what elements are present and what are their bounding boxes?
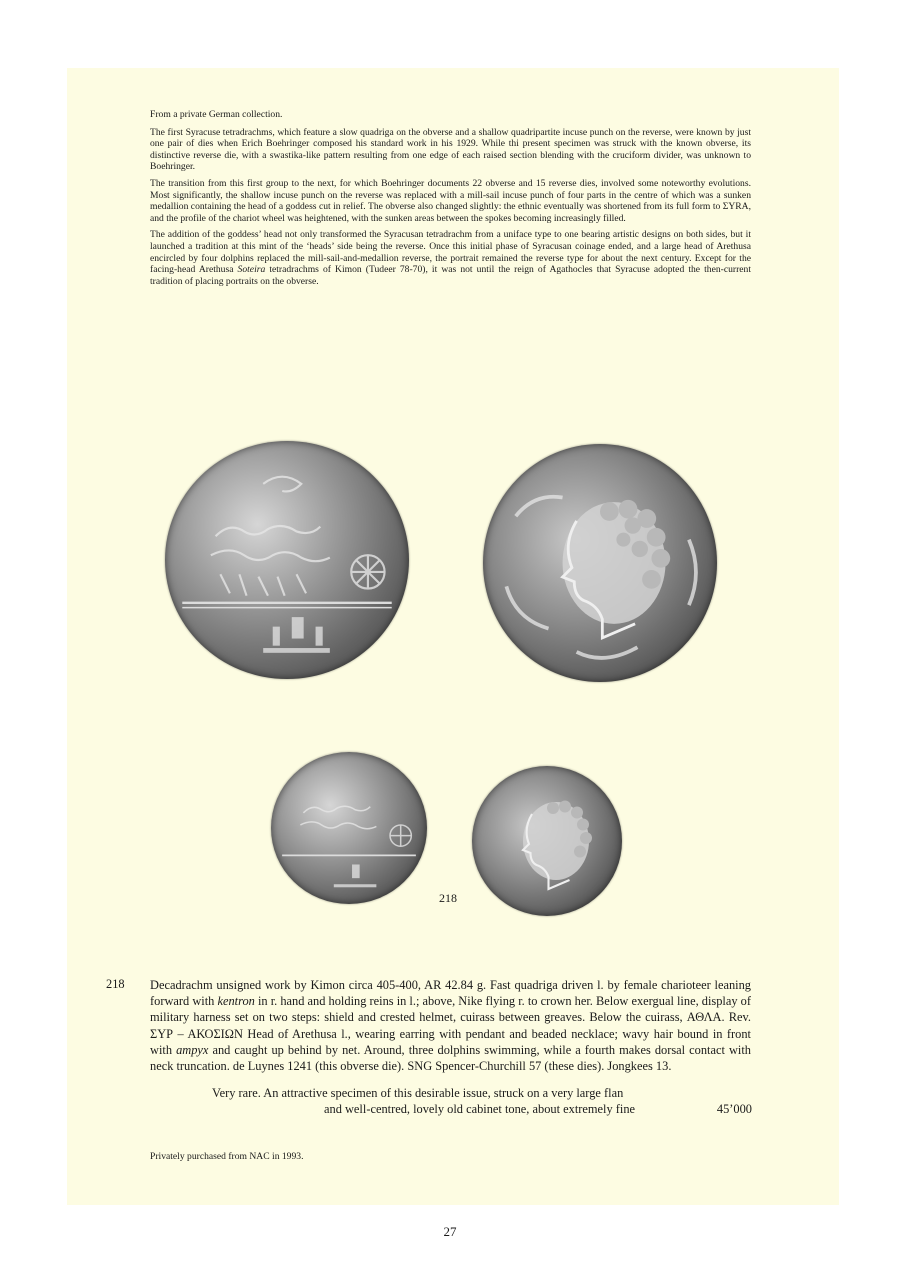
grade-line-2: and well-centred, lovely old cabinet tone, about extremely fine: [324, 1102, 636, 1116]
intro-text: [150, 109, 751, 292]
plate-number: 218: [439, 891, 457, 905]
coin-obverse-actual-size: [271, 752, 427, 904]
page-number: 27: [443, 1224, 457, 1239]
intro-paragraph-2: The first Syracuse tetradrachms, which feature a slow quadriga on the obverse and a shallow quadripartite incuse punch on the reverse, were known by just one pair of dies when Erich Boehringer composed his standard work in his 1929. While thi present specimen was struck with the known obverse, its distinctive reverse die, with a swastika-like pattern resulting from one edge of each raised section blending with the cruciform divider, was unknown to Boehringer.: [150, 126, 751, 173]
provenance-note: Privately purchased from NAC in 1993.: [150, 1151, 304, 1162]
intro-paragraph-3: The transition from this first group to the next, for which Boehringer documents 22 obverse and 15 reverse dies, involved some noteworthy evolutions. Most significantly, the shallow incuse punch on the reverse was replaced with a mill-sail incuse punch of four parts in the centre of which was a sunken medallion containing the head of a goddess cut in relief. The obverse also changed slightly: the ethnic eventually was shortened from its full form to ΣYRA, and the profile of the chariot wheel was heightened, with the sunken areas between the spokes becoming increasingly filled.: [150, 177, 751, 224]
arethusa-head-image: [483, 444, 717, 682]
soteira-italic: Soteira: [237, 264, 266, 276]
intro-paragraph-4: The addition of the goddess’ head not only transformed the Syracusan tetradrachm from a uniface type to one bearing artistic designs on both sides, but it launched a tradition at this mint of the ‘heads’ side being the reverse. Once this initial phase of Syracusan coinage ended, and a large head of Arethusa encircled by four dolphins replaced the mill-sail-and-medallion reverse, the portrait remained the reverse type for about the next century. Except for the facing-head Arethusa Soteira tetradrachms of Kimon (Tudeer 78-70), it was not until the reign of Agathocles that Syracuse adopted the then-current tradition of placing portraits on the obverse.: [150, 229, 751, 287]
intro-paragraph-1: From a private German collection.: [150, 109, 283, 120]
arethusa-head-small-image: [472, 766, 622, 916]
lot-number: 218: [106, 977, 125, 991]
grade-line-1: Very rare. An attractive specimen of this desirable issue, struck on a very large flan: [212, 1086, 624, 1100]
coin-obverse-enlarged: [165, 441, 409, 679]
quadriga-small-image: [271, 752, 427, 904]
ampyx-italic: ampyx: [176, 1042, 209, 1057]
quadriga-image: [165, 441, 409, 679]
lot-estimate: 45’000: [716, 1102, 752, 1116]
coin-reverse-actual-size: [472, 766, 622, 916]
coin-reverse-enlarged: [483, 444, 717, 682]
lot-description: Decadrachm unsigned work by Kimon circa 405-400, AR 42.84 g. Fast quadriga driven l. by female charioteer leaning forward with kentron in r. hand and holding reins in l.; above, Nike flying r. to crown her. Below exergual line, display of military harness set on two steps: shield and crested helmet, cuirass between greaves. Below the cuirass, ΑΘΛΑ. Rev. ΣΥΡ – ΑΚΟΣΙΩΝ Head of Arethusa l., wearing earring with pendant and beaded necklace; wavy hair bound in front with ampyx and caught up behind by net. Around, three dolphins swimming, while a fourth makes dorsal contact with neck truncation. de Luynes 1241 (this obverse die). SNG Spencer-Churchill 57 (these dies). Jongkees 13.: [150, 978, 751, 1074]
kentron-italic: kentron: [217, 994, 255, 1009]
